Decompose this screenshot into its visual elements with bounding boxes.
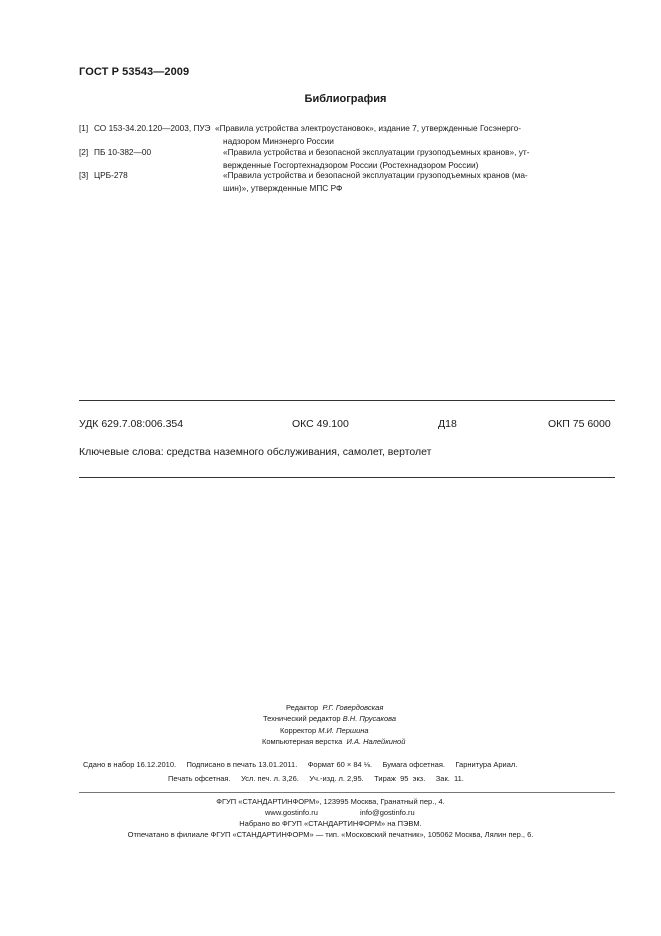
document-code: ГОСТ Р 53543—2009 — [79, 66, 190, 78]
item-text: «Правила устройства и безопасной эксплуатации грузоподъемных кранов», ут- — [223, 147, 530, 157]
staff-name: М.И. Першина — [318, 726, 369, 735]
udk-code: УДК 629.7.08:006.354 — [79, 418, 184, 430]
staff-tech-editor — [263, 714, 396, 723]
publisher-address: ФГУП «СТАНДАРТИНФОРМ», 123995 Москва, Гранатный пер., 4. — [216, 797, 445, 806]
divider-top — [79, 400, 615, 401]
publisher-email: info@gostinfo.ru — [360, 808, 415, 817]
staff-role: Корректор — [280, 726, 317, 735]
bibliography-heading: Библиография — [304, 93, 387, 105]
item-text: «Правила устройства электроустановок», издание 7, утвержденные Госэнерго- — [215, 123, 522, 133]
item-code: ЦРБ-278 — [94, 170, 128, 180]
publisher-website: www.gostinfo.ru — [265, 808, 318, 817]
print-info-line-1: Сдано в набор 16.12.2010. Подписано в печать 13.01.2011. Формат 60 × 84 ⅛. Бумага офсетная. Гарнитура Ариал. — [83, 760, 518, 769]
staff-corrector — [280, 726, 369, 735]
item-text-continuation: вержденные Госгортехнадзором России (Ростехнадзором России) — [223, 159, 479, 170]
staff-name: Р.Г. Говердовская — [322, 703, 384, 712]
staff-role: Редактор — [286, 703, 319, 712]
staff-role: Компьютерная верстка — [262, 737, 343, 746]
oks-code: ОКС 49.100 — [292, 418, 349, 430]
item-number: [2] — [79, 147, 89, 157]
item-number: [3] — [79, 170, 89, 180]
staff-layout — [262, 737, 405, 746]
item-text-continuation: шин)», утвержденные МПС РФ — [223, 182, 343, 193]
staff-name: В.Н. Прусакова — [342, 714, 397, 723]
item-text-continuation: надзором Минэнерго России — [223, 135, 334, 146]
divider-bottom — [79, 477, 615, 478]
item-code: СО 153-34.20.120—2003, ПУЭ — [94, 123, 211, 133]
staff-role: Технический редактор — [263, 714, 341, 723]
staff-name: И.А. Налейкиной — [346, 737, 406, 746]
keywords: Ключевые слова: средства наземного обслуживания, самолет, вертолет — [79, 446, 432, 458]
okp-code: ОКП 75 6000 — [548, 418, 611, 430]
d-code: Д18 — [438, 418, 457, 430]
print-info-line-2: Печать офсетная. Усл. печ. л. 3,26. Уч.-изд. л. 2,95. Тираж 95 экз. Зак. 11. — [168, 774, 464, 783]
item-text: «Правила устройства и безопасной эксплуатации грузоподъемных кранов (ма- — [223, 170, 528, 180]
item-code: ПБ 10-382—00 — [94, 147, 152, 157]
item-number: [1] — [79, 123, 89, 133]
divider-publisher — [79, 792, 615, 793]
printed-info: Отпечатано в филиале ФГУП «СТАНДАРТИНФОРМ» — тип. «Московский печатник», 105062 Москва, Лялин пер., 6. — [127, 830, 534, 839]
typeset-info: Набрано во ФГУП «СТАНДАРТИНФОРМ» на ПЭВМ. — [239, 819, 422, 828]
staff-editor — [286, 703, 383, 712]
